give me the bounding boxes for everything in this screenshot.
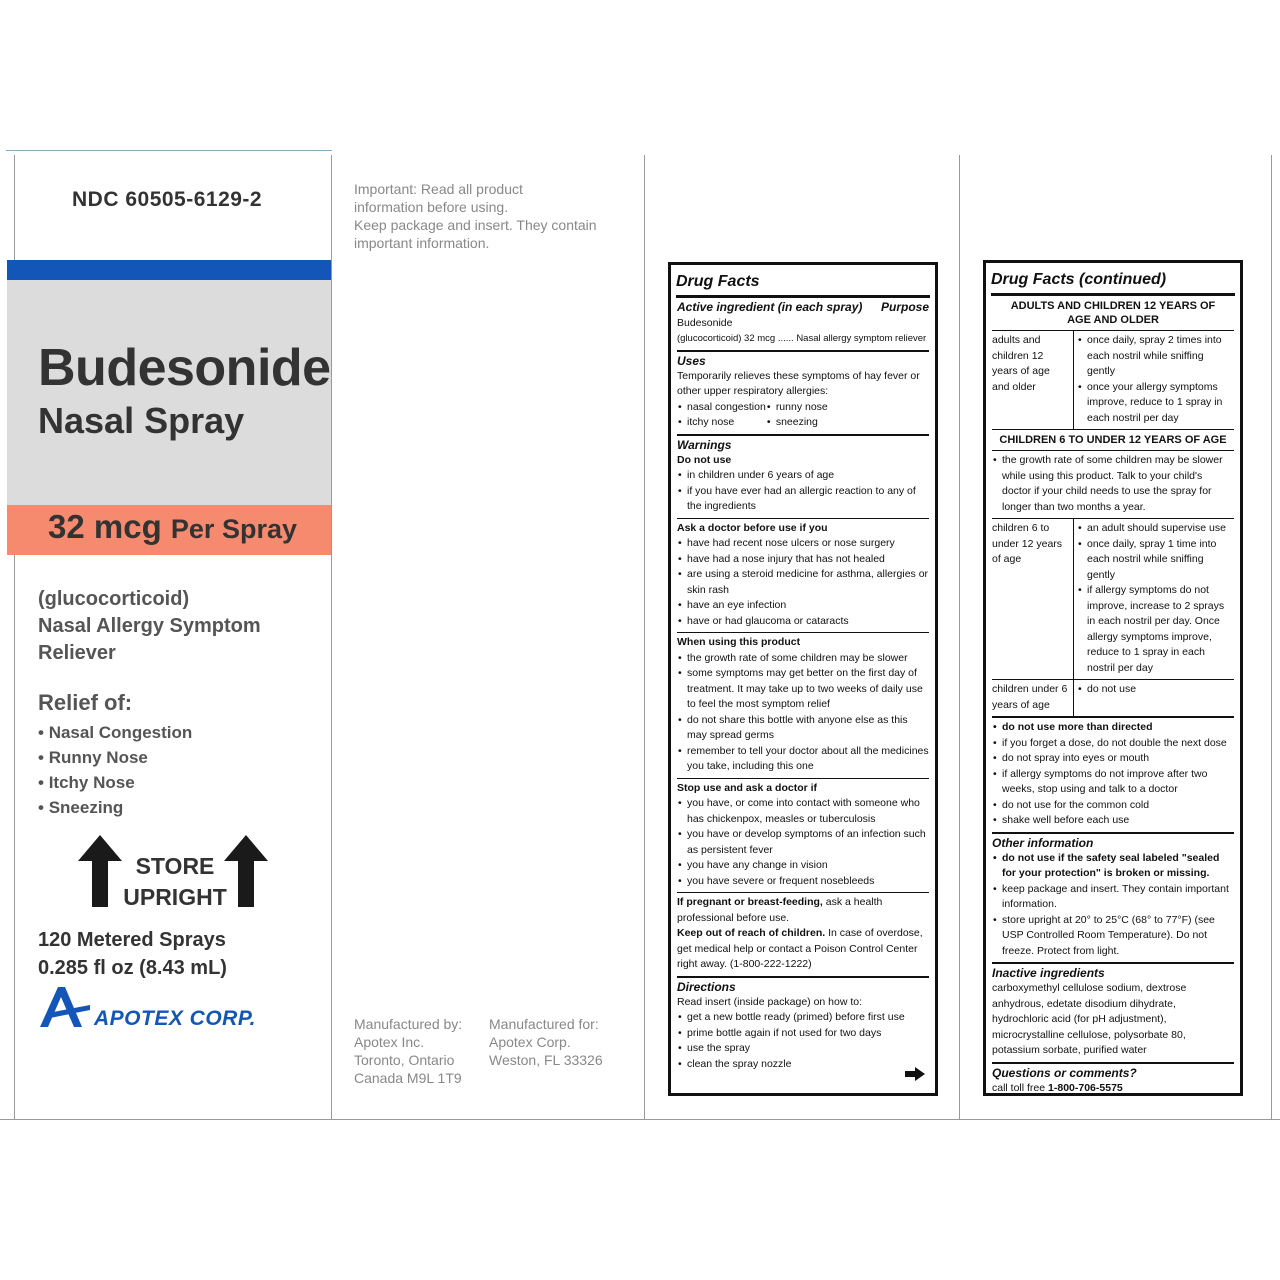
keep-out-bold: Keep out of reach of children. (677, 927, 826, 939)
spray-count (38, 926, 227, 982)
general-item: • do not use for the common cold (992, 798, 1234, 814)
important-line: Keep package and insert. They contain (354, 217, 597, 233)
spray-line: 0.285 fl oz (8.43 mL) (38, 957, 227, 979)
apotex-logo (38, 985, 318, 1030)
questions-heading: Questions or comments? (992, 1065, 1137, 1080)
warnings-heading: Warnings (677, 437, 732, 452)
directions-heading: Directions (677, 979, 736, 994)
questions-text: call toll free (992, 1081, 1049, 1094)
blue-band (7, 260, 331, 280)
uses-heading: Uses (677, 353, 706, 368)
adult-row (992, 331, 1234, 430)
pregnancy-section (677, 893, 929, 978)
dose-text (48, 508, 297, 546)
store-upright-text (120, 851, 230, 913)
warning-item: • the growth rate of some children may be slower (677, 651, 929, 667)
questions-section (992, 1064, 1234, 1097)
info-panel (332, 155, 645, 1120)
dose-item: • if allergy symptoms do not improve, increase to 2 sprays in each nostril per day. Once allergy symptoms improve, reduce to 1 spray in each nostril per day (1077, 583, 1234, 676)
child-label: children 6 to under 12 years of age (992, 519, 1074, 679)
general-item: • shake well before each use (992, 813, 1234, 829)
warning-item: • do not share this bottle with anyone else as this may spread germs (677, 713, 929, 744)
when-using-heading: When using this product (677, 636, 801, 648)
warning-item: • are using a steroid medicine for asthma, allergies or skin rash (677, 567, 929, 598)
uses-section (677, 352, 929, 436)
manuf-line: Apotex Inc. (354, 1034, 425, 1050)
adult-heading: ADULTS AND CHILDREN 12 YEARS OF AGE AND OLDER (992, 296, 1234, 331)
child-row (992, 519, 1234, 680)
relief-item: • Itchy Nose (38, 770, 192, 795)
use-item: • sneezing (766, 415, 828, 431)
do-not-use-heading: Do not use (677, 453, 732, 466)
right-arrow-icon (905, 1067, 925, 1081)
general-item: • do not use more than directed (992, 720, 1234, 736)
manuf-line: Weston, FL 33326 (489, 1052, 603, 1068)
general-item: • do not spray into eyes or mouth (992, 751, 1234, 767)
other-item: • store upright at 20° to 25°C (68° to 77°F) (see USP Controlled Room Temperature). Do not freeze. Protect from light. (992, 913, 1234, 960)
pregnant-bold: If pregnant or breast-feeding, (677, 896, 823, 908)
active-ingredient-section (677, 298, 929, 352)
warning-item: • in children under 6 years of age (677, 468, 929, 484)
product-title: Budesonide (38, 339, 331, 397)
uses-list (677, 400, 766, 431)
product-class (38, 586, 261, 667)
dose-item: • once daily, spray 2 times into each nostril while sniffing gently (1077, 333, 1234, 380)
uses-list (766, 400, 828, 431)
warning-item: • have had recent nose ulcers or nose surgery (677, 536, 929, 552)
general-directions (992, 718, 1234, 834)
store-line: STORE (135, 853, 215, 879)
relief-item: • Runny Nose (38, 745, 192, 770)
class-line: Nasal Allergy Symptom (38, 615, 261, 637)
inactive-heading: Inactive ingredients (992, 966, 1105, 980)
do-not-use-list (677, 468, 929, 515)
general-item: • if you forget a dose, do not double the next dose (992, 736, 1234, 752)
pregnant-text: ask a health professional before use. (677, 896, 883, 924)
important-line: Important: Read all product (354, 181, 523, 197)
uses-text: Temporarily relieves these symptoms of hay fever or other upper respiratory allergies: (677, 369, 920, 397)
under6-label: children under 6 years of age (992, 680, 1074, 716)
phone-number: 1-800-706-5575 (1048, 1081, 1123, 1094)
relief-item: • Nasal Congestion (38, 720, 192, 745)
dose-unit: Per Spray (170, 514, 297, 544)
important-notice (354, 180, 634, 252)
other-item: • keep package and insert. They contain important information. (992, 882, 1234, 913)
top-edge-line (6, 150, 332, 154)
use-item: • itchy nose (677, 415, 766, 431)
ndc-number: NDC 60505-6129-2 (72, 188, 263, 211)
manuf-line: Manufactured for: (489, 1016, 599, 1032)
relief-list (38, 720, 192, 820)
class-line: Reliever (38, 642, 116, 664)
warning-item: • if you have ever had an allergic reaction to any of the ingredients (677, 484, 929, 515)
directions-section (677, 978, 929, 1073)
drug-facts-continued-title: Drug Facts (continued) (991, 269, 1235, 296)
product-subtitle: Nasal Spray (38, 400, 245, 441)
manuf-line: Apotex Corp. (489, 1034, 571, 1050)
store-line: UPRIGHT (123, 884, 227, 910)
purpose-heading: Purpose (880, 300, 929, 314)
dose-item: • do not use (1077, 682, 1234, 698)
store-upright-graphic (78, 835, 273, 910)
keep-out-text: In case of overdose, get medical help or contact a Poison Control Center right away. (1-800-222-1222) (677, 927, 923, 970)
use-item: • runny nose (766, 400, 828, 416)
warning-item: • have an eye infection (677, 598, 929, 614)
child-heading: CHILDREN 6 TO UNDER 12 YEARS OF AGE (992, 430, 1234, 451)
manuf-line: Canada M9L 1T9 (354, 1070, 462, 1086)
adult-label: adults and children 12 years of age and older (992, 331, 1074, 429)
drug-facts-continued-box (983, 260, 1243, 1096)
warning-item: • you have any change in vision (677, 858, 929, 874)
direction-item: • prime bottle again if not used for two days (677, 1026, 929, 1042)
inactive-text: carboxymethyl cellulose sodium, dextrose anhydrous, edetate disodium dihydrate, hydrochloric acid (for pH adjustment), microcrystalline cellulose, polysorbate 80, potassium sorbate, purified water (992, 982, 1187, 1056)
direction-item: • clean the spray nozzle (677, 1057, 929, 1073)
dose-item: • an adult should supervise use (1077, 521, 1234, 537)
warnings-section (677, 436, 929, 519)
relief-item: • Sneezing (38, 795, 192, 820)
direction-item: • use the spray (677, 1041, 929, 1057)
class-line: (glucocorticoid) (38, 588, 190, 610)
relief-heading: Relief of: (38, 690, 133, 715)
warning-item: • have had a nose injury that has not healed (677, 552, 929, 568)
ask-doctor-section (677, 519, 929, 634)
active-heading: Active ingredient (in each spray) (677, 300, 863, 314)
manuf-line: Manufactured by: (354, 1016, 463, 1032)
warning-item: • remember to tell your doctor about all the medicines you take, including this one (677, 744, 929, 775)
child-note: • the growth rate of some children may be slower while using this product. Talk to your child's doctor if your child needs to use the spray for longer than two months a year. (992, 453, 1234, 515)
warning-item: • some symptoms may get better on the first day of treatment. It may take up to two weeks of daily use to feel the most symptom relief (677, 666, 929, 713)
important-line: information before using. (354, 199, 509, 215)
drug-facts-box (668, 262, 938, 1096)
warning-item: • you have or develop symptoms of an infection such as persistent fever (677, 827, 929, 858)
spray-line: 120 Metered Sprays (38, 929, 226, 951)
ask-doctor-heading: Ask a doctor before use if you (677, 521, 828, 534)
use-item: • nasal congestion (677, 400, 766, 416)
warning-item: • have or had glaucoma or cataracts (677, 614, 929, 630)
important-line: important information. (354, 235, 490, 251)
drug-facts-title: Drug Facts (676, 271, 930, 298)
logo-text: APOTEX CORP. (94, 1007, 256, 1030)
other-heading: Other information (992, 835, 1094, 850)
other-info-section (992, 834, 1234, 965)
under6-row (992, 680, 1234, 718)
inactive-section (992, 964, 1234, 1064)
other-item: • do not use if the safety seal labeled "sealed for your protection" is broken or missing. (992, 851, 1234, 882)
directions-text: Read insert (inside package) on how to: (677, 995, 863, 1008)
when-using-section (677, 633, 929, 779)
dose-item: • once your allergy symptoms improve, reduce to 1 spray in each nostril per day (1077, 380, 1234, 427)
warning-item: • you have, or come into contact with someone who has chickenpox, measles or tuberculosis (677, 796, 929, 827)
manuf-line: Toronto, Ontario (354, 1052, 455, 1068)
active-line: Budesonide (677, 316, 733, 329)
warning-item: • you have severe or frequent nosebleeds (677, 874, 929, 890)
active-line: (glucocorticoid) 32 mcg ...... Nasal allergy symptom reliever (677, 333, 927, 344)
manufactured-by (354, 1015, 462, 1087)
manufactured-for (489, 1015, 603, 1069)
general-item: • if allergy symptoms do not improve after two weeks, stop using and talk to a doctor (992, 767, 1234, 798)
stop-use-heading: Stop use and ask a doctor if (677, 781, 818, 794)
apotex-logo-icon (38, 985, 92, 1030)
direction-item: • get a new bottle ready (primed) before first use (677, 1010, 929, 1026)
dose-item: • once daily, spray 1 time into each nostril while sniffing gently (1077, 537, 1234, 584)
dose-amount: 32 mcg (48, 508, 162, 545)
stop-use-section (677, 779, 929, 894)
